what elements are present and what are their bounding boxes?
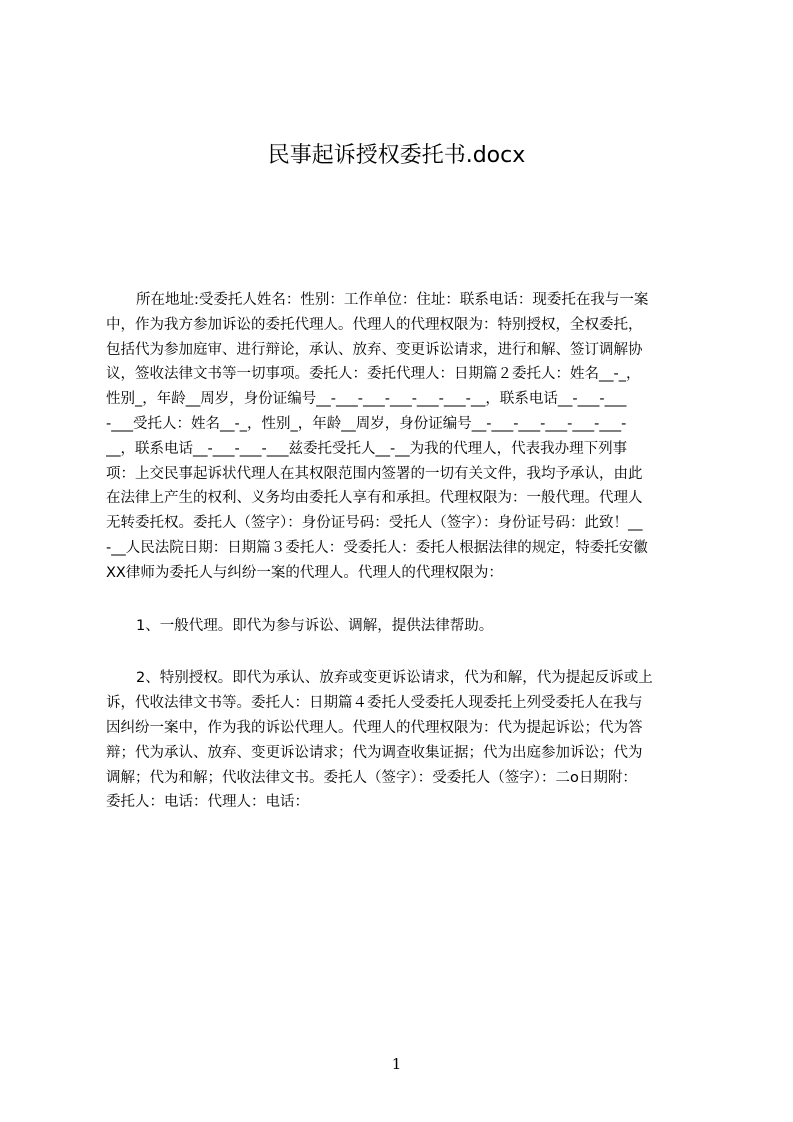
- paragraph-1-line: 包括代为参加庭审、进行辩论，承认、放弃、变更诉讼请求，进行和解、签订调解协: [106, 341, 643, 358]
- document-body: [106, 288, 698, 815]
- paragraph-3-line: 因纠纷一案中，作为我的诉讼代理人。代理人的代理权限为：代为提起诉讼；代为答: [106, 719, 643, 736]
- paragraph-1-line: __，联系电话__-___-___-___兹委托受托人__-__为我的代理人，代表我办理下列事: [106, 440, 628, 457]
- paragraph-spacer: [106, 638, 698, 666]
- paragraph-1-line: 议，签收法律文书等一切事项。委托人：委托代理人：日期篇２委托人：姓名__-_，: [106, 366, 641, 383]
- paragraph-2-line: 1、一般代理。即代为参与诉讼、调解，提供法律帮助。: [136, 617, 494, 634]
- paragraph-3-line: 委托人：电话：代理人：电话：: [106, 794, 309, 811]
- paragraph-3-line: 诉，代收法律文书等。委托人：日期篇４委托人受委托人现委托上列受委托人在我与: [106, 695, 643, 712]
- paragraph-1-line: 项：上交民事起诉状代理人在其权限范围内签署的一切有关文件，我均予承认，由此: [106, 465, 643, 482]
- paragraph-1-line: 无转委托权。委托人（签字）：身份证号码：受托人（签字）：身份证号码：此致！__: [106, 515, 643, 532]
- document-title: 民事起诉授权委托书.docx: [267, 143, 526, 168]
- paragraph-3: [106, 666, 698, 815]
- paragraph-1-line: -__人民法院日期：日期篇３委托人：受委托人：委托人根据法律的规定，特委托安徽: [106, 539, 648, 556]
- paragraph-1-line: XX律师为委托人与纠纷一案的代理人。代理人的代理权限为：: [106, 564, 503, 581]
- paragraph-1-line: 性别_，年龄__周岁，身份证编号__-___-___-___-___-___-__，联系电话__-___-___: [106, 391, 627, 408]
- paragraph-1-line: 所在地址:受委托人姓名：性别：工作单位：住址：联系电话：现委托在我与一案: [136, 292, 649, 308]
- paragraph-1: [106, 288, 698, 586]
- paragraph-spacer: [106, 586, 698, 614]
- page-number: 1: [391, 1055, 402, 1073]
- paragraph-3-line: 2、特别授权。即代为承认、放弃或变更诉讼请求，代为和解，代为提起反诉或上: [136, 670, 653, 687]
- paragraph-3-line: 辩；代为承认、放弃、变更诉讼请求；代为调查收集证据；代为出庭参加诉讼；代为: [106, 744, 643, 761]
- paragraph-1-line: 中，作为我方参加诉讼的委托代理人。代理人的代理权限为：特别授权，全权委托，: [106, 316, 643, 333]
- paragraph-1-line: -___受托人：姓名__-_，性别_，年龄__周岁，身份证编号__-___-___-___-___-___-: [106, 415, 627, 432]
- paragraph-3-line: 调解；代为和解；代收法律文书。委托人（签字）：受委托人（签字）：二o日期附：: [106, 769, 637, 786]
- paragraph-2: [106, 614, 698, 639]
- paragraph-1-line: 在法律上产生的权利、义务均由委托人享有和承担。代理权限为：一般代理。代理人: [106, 490, 643, 507]
